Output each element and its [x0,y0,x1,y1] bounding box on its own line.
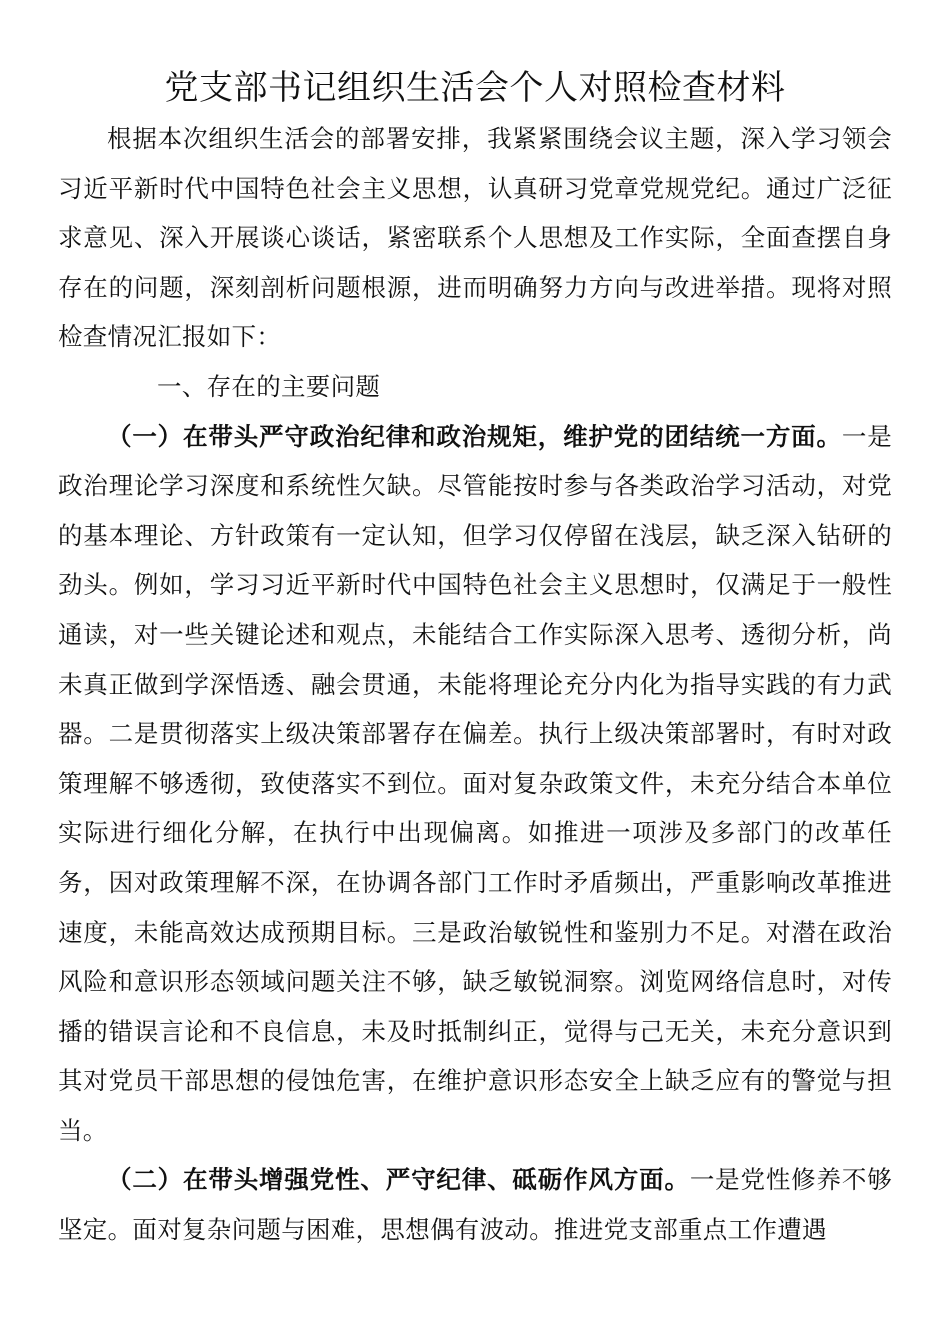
problem-item-2 [58,1155,892,1254]
section-heading-main-problems: 一、存在的主要问题 [157,371,381,401]
document-body [58,114,892,1255]
problem-item-1 [58,412,892,1156]
intro-paragraph: 根据本次组织生活会的部署安排，我紧紧围绕会议主题，深入学习领会习近平新时代中国特色社会主义思想，认真研习党章党规党纪。通过广泛征求意见、深入开展谈心谈话，紧密联系个人思想及工作实际，全面查摆自身存在的问题，深刻剖析问题根源，进而明确努力方向与改进举措。现将对照检查情况汇报如下： [58,124,892,352]
problem-item-2-lead: （二）在带头增强党性、严守纪律、砥砺作风方面。 [107,1165,690,1195]
document-title: 党支部书记组织生活会个人对照检查材料 [164,68,786,108]
problem-item-1-lead: （一）在带头严守政治纪律和政治规矩，维护党的团结统一方面。 [107,421,842,451]
problem-item-1-text: 一是政治理论学习深度和系统性欠缺。尽管能按时参与各类政治学习活动，对党的基本理论、方针政策有一定认知，但学习仅停留在浅层，缺乏深入钻研的劲头。例如，学习习近平新时代中国特色社会主义思想时，仅满足于一般性通读，对一些关键论述和观点，未能结合工作实际深入思考、透彻分析，尚未真正做到学深悟透、融会贯通，未能将理论充分内化为指导实践的有力武器。二是贯彻落实上级决策部署存在偏差。执行上级决策部署时，有时对政策理解不够透彻，致使落实不到位。面对复杂政策文件，未充分结合本单位实际进行细化分解，在执行中出现偏离。如推进一项涉及多部门的改革任务，因对政策理解不深，在协调各部门工作时矛盾频出，严重影响改革推进速度，未能高效达成预期目标。三是政治敏锐性和鉴别力不足。对潜在政治风险和意识形态领域问题关注不够，缺乏敏锐洞察。浏览网络信息时，对传播的错误言论和不良信息，未及时抵制纠正，觉得与己无关，未充分意识到其对党员干部思想的侵蚀危害，在维护意识形态安全上缺乏应有的警觉与担当。 [58,421,892,1145]
problem-item-2-text: 一是党性修养不够坚定。面对复杂问题与困难，思想偶有波动。推进党支部重点工作遭遇 [58,1165,892,1245]
